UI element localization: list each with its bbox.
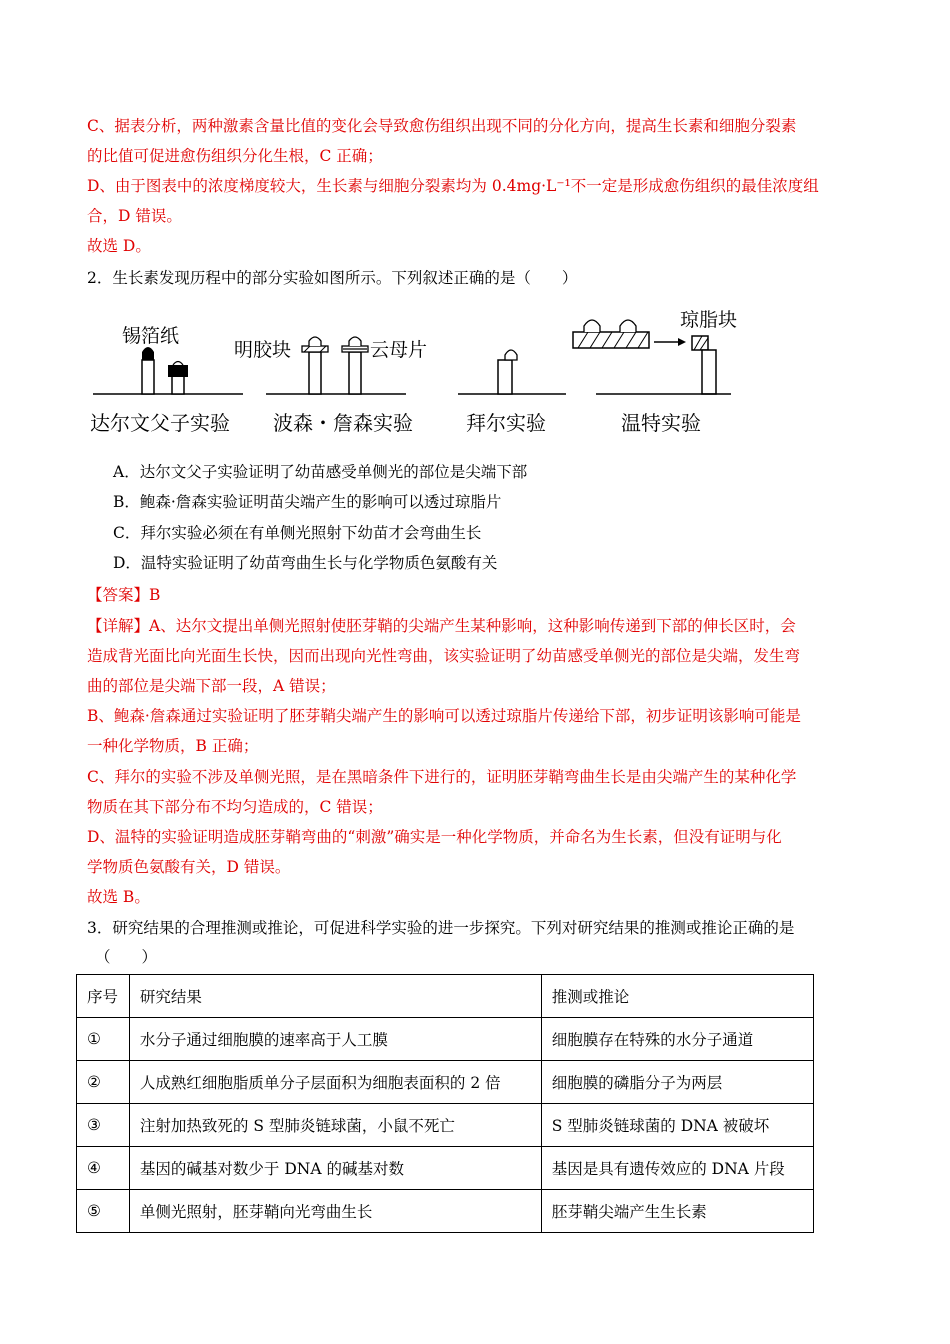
detail-line-1: 【详解】A、达尔文提出单侧光照射使胚芽鞘的尖端产生某种影响，这种影响传递到下部的伸长区时，会 [87, 617, 796, 635]
table-row [77, 1061, 814, 1104]
darwin-experiment-diagram [90, 325, 243, 435]
question-3-blank: （ ） [95, 948, 158, 966]
answer-d-line-1: D、由于图表中的浓度梯度较大，生长素与细胞分裂素均为 0.4mg·L⁻¹不一定是形成愈伤组织的最佳浓度组 [87, 177, 819, 195]
row-inference: 细胞膜的磷脂分子为两层 [541, 1061, 813, 1104]
header-inference: 推测或推论 [541, 975, 813, 1018]
label-mica: 云母片 [370, 339, 428, 361]
answer-label: 【答案】B [87, 586, 161, 604]
label-agar: 琼脂块 [680, 309, 738, 331]
table-row [77, 1147, 814, 1190]
row-index: ① [77, 1018, 130, 1061]
detail-line-5: 一种化学物质，B 正确； [87, 737, 259, 755]
detail-line-3: 曲的部位是尖端下部一段，A 错误； [87, 677, 336, 695]
answer-d-line-2: 合，D 错误。 [87, 207, 182, 225]
row-result: 水分子通过细胞膜的速率高于人工膜 [129, 1018, 541, 1061]
row-index: ③ [77, 1104, 130, 1147]
row-index: ② [77, 1061, 130, 1104]
row-inference: 胚芽鞘尖端产生生长素 [541, 1190, 813, 1233]
row-result: 基因的碱基对数少于 DNA 的碱基对数 [129, 1147, 541, 1190]
detail-line-8: D、温特的实验证明造成胚芽鞘弯曲的“刺激”确实是一种化学物质，并命名为生长素，但没有证明与化 [87, 828, 782, 846]
row-inference: 基因是具有遗传效应的 DNA 片段 [541, 1147, 813, 1190]
header-index: 序号 [77, 975, 130, 1018]
detail-line-7: 物质在其下部分布不均匀造成的，C 错误； [87, 798, 383, 816]
table-header-row [77, 975, 814, 1018]
label-gelatin: 明胶块 [234, 339, 292, 361]
boysen-jensen-experiment-diagram [234, 337, 427, 435]
row-result: 人成熟红细胞脂质单分子层面积为细胞表面积的 2 倍 [129, 1061, 541, 1104]
auxin-experiments-figure [88, 302, 748, 447]
option-d: D．温特实验证明了幼苗弯曲生长与化学物质色氨酸有关 [113, 554, 498, 572]
option-b: B．鲍森·詹森实验证明苗尖端产生的影响可以透过琼脂片 [113, 493, 502, 511]
table-row [77, 1190, 814, 1233]
caption-paal: 拜尔实验 [466, 411, 546, 435]
row-result: 单侧光照射，胚芽鞘向光弯曲生长 [129, 1190, 541, 1233]
option-a: A．达尔文父子实验证明了幼苗感受单侧光的部位是尖端下部 [113, 463, 528, 481]
paal-experiment-diagram [458, 350, 566, 435]
row-inference: 细胞膜存在特殊的水分子通道 [541, 1018, 813, 1061]
row-index: ④ [77, 1147, 130, 1190]
question-3-stem: 3．研究结果的合理推测或推论，可促进科学实验的进一步探究。下列对研究结果的推测或推论正确的是 [87, 919, 795, 937]
row-inference: S 型肺炎链球菌的 DNA 被破坏 [541, 1104, 813, 1147]
caption-boysen-jensen: 波森・詹森实验 [273, 411, 413, 435]
table-row [77, 1104, 814, 1147]
detail-line-4: B、鲍森·詹森通过实验证明了胚芽鞘尖端产生的影响可以透过琼脂片传递给下部，初步证明该影响可能是 [87, 707, 801, 725]
detail-line-9: 学物质色氨酸有关，D 错误。 [87, 858, 291, 876]
caption-darwin: 达尔文父子实验 [90, 411, 230, 435]
answer-choice: 故选 D。 [87, 237, 151, 255]
answer-c-line-2: 的比值可促进愈伤组织分化生根，C 正确； [87, 147, 383, 165]
row-index: ⑤ [77, 1190, 130, 1233]
table-row [77, 1018, 814, 1061]
detail-line-2: 造成背光面比向光面生长快，因而出现向光性弯曲，该实验证明了幼苗感受单侧光的部位是尖端，发生弯 [87, 647, 801, 665]
header-result: 研究结果 [129, 975, 541, 1018]
answer-c-line-1: C、据表分析，两种激素含量比值的变化会导致愈伤组织出现不同的分化方向，提高生长素和细胞分裂素 [87, 117, 797, 135]
row-result: 注射加热致死的 S 型肺炎链球菌，小鼠不死亡 [129, 1104, 541, 1147]
question-2-stem: 2．生长素发现历程中的部分实验如图所示。下列叙述正确的是（ ） [87, 269, 578, 287]
detail-line-10: 故选 B。 [87, 888, 150, 906]
option-c: C．拜尔实验必须在有单侧光照射下幼苗才会弯曲生长 [113, 524, 482, 542]
went-experiment-diagram [573, 309, 737, 435]
detail-line-6: C、拜尔的实验不涉及单侧光照，是在黑暗条件下进行的，证明胚芽鞘弯曲生长是由尖端产生的某种化学 [87, 768, 797, 786]
caption-went: 温特实验 [621, 411, 701, 435]
label-foil: 锡箔纸 [122, 325, 180, 347]
results-table [76, 974, 814, 1233]
